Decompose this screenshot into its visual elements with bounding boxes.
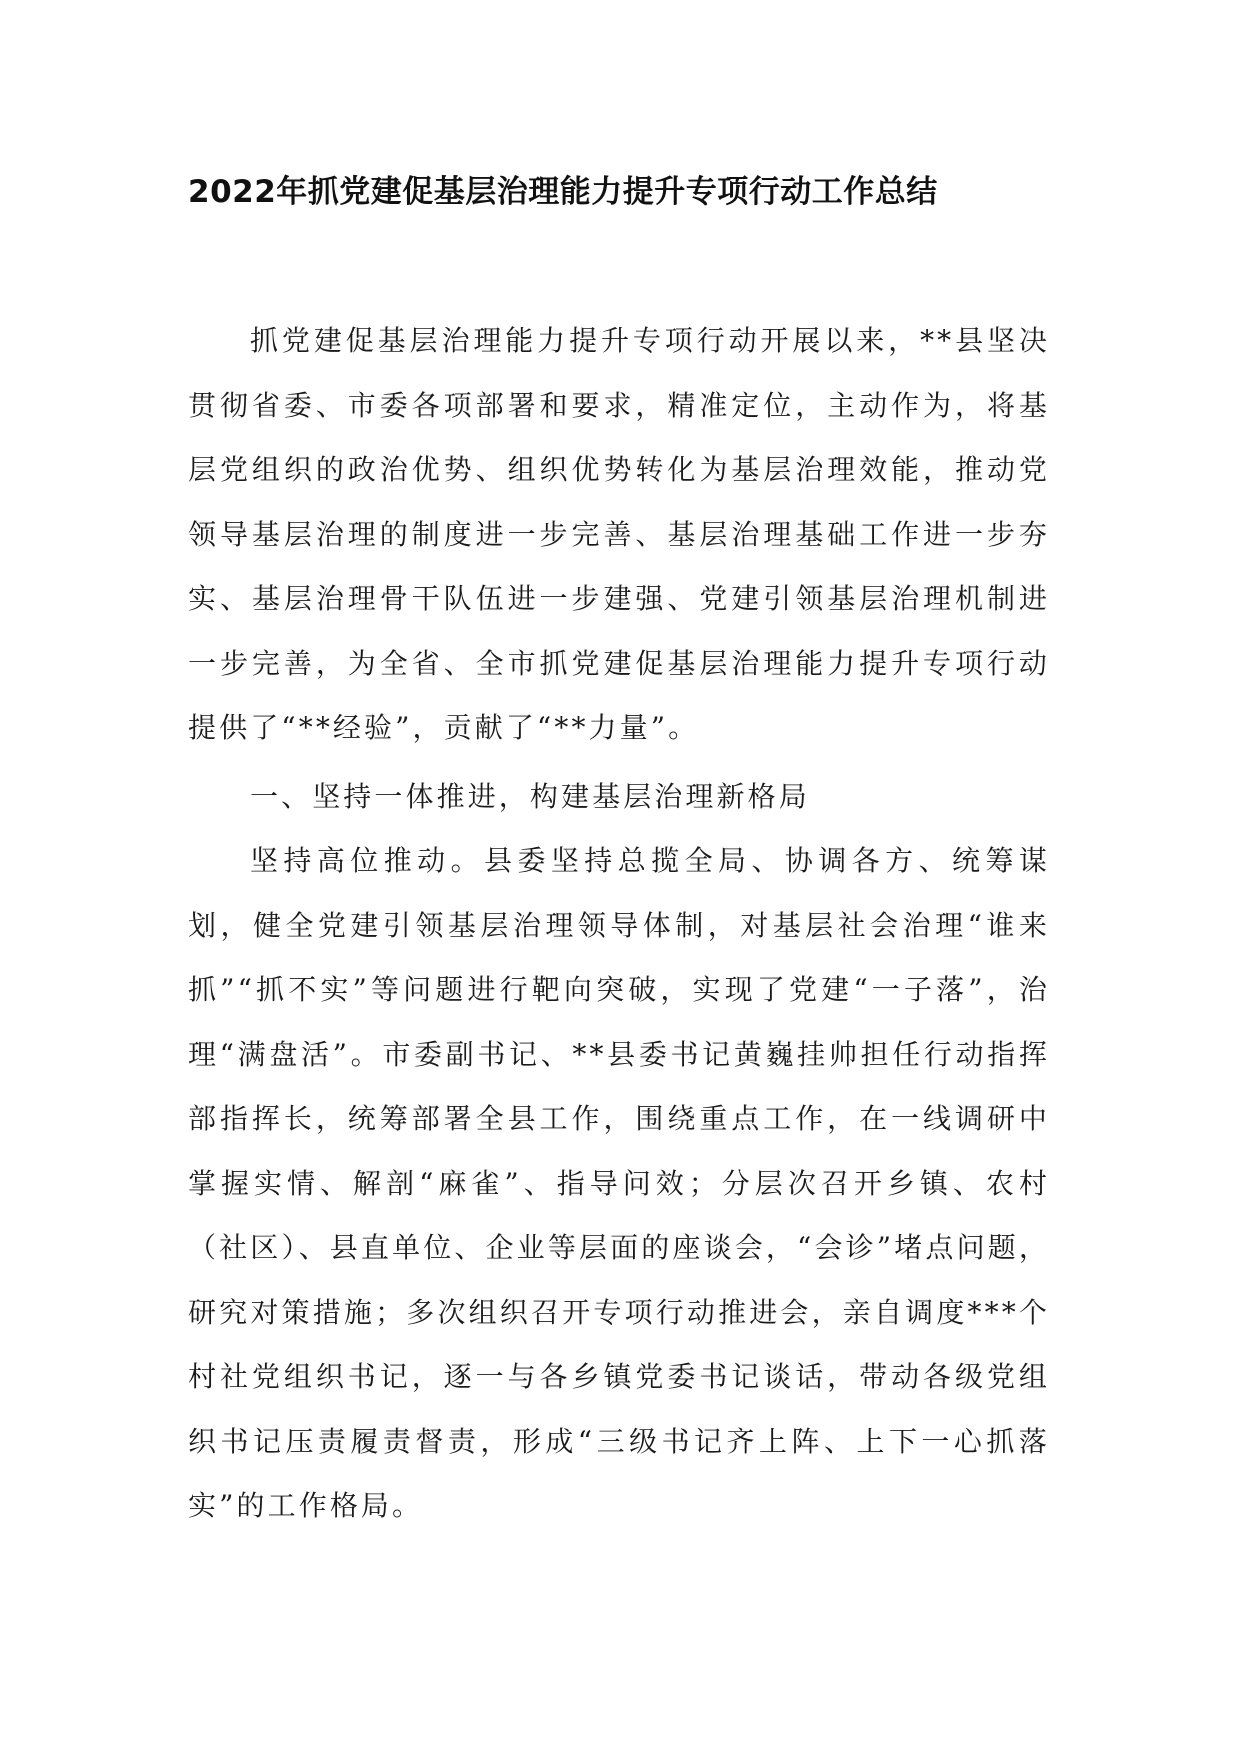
- section-paragraph: 坚持高位推动。县委坚持总揽全局、协调各方、统筹谋划，健全党建引领基层治理领导体制，对基层社会治理“谁来抓”“抓不实”等问题进行靶向突破，实现了党建“一子落”，治理“满盘活”。市委副书记、**县委书记黄巍挂帅担任行动指挥部指挥长，统筹部署全县工作，围绕重点工作，在一线调研中掌握实情、解剖“麻雀”、指导问效；分层次召开乡镇、农村（社区）、县直单位、企业等层面的座谈会，“会诊”堵点问题，研究对策措施；多次组织召开专项行动推进会，亲自调度***个村社党组织书记，逐一与各乡镇党委书记谈话，带动各级党组织书记压责履责督责，形成“三级书记齐上阵、上下一心抓落实”的工作格局。: [188, 844, 1050, 1522]
- intro-paragraph: 抓党建促基层治理能力提升专项行动开展以来，**县坚决贯彻省委、市委各项部署和要求，精准定位，主动作为，将基层党组织的政治优势、组织优势转化为基层治理效能，推动党领导基层治理的制度进一步完善、基层治理基础工作进一步夯实、基层治理骨干队伍进一步建强、党建引领基层治理机制进一步完善，为全省、全市抓党建促基层治理能力提升专项行动提供了“**经验”，贡献了“**力量”。: [188, 324, 1050, 744]
- document-title: 2022年抓党建促基层治理能力提升专项行动工作总结: [188, 174, 938, 210]
- section-heading: 一、坚持一体推进，构建基层治理新格局: [250, 780, 810, 813]
